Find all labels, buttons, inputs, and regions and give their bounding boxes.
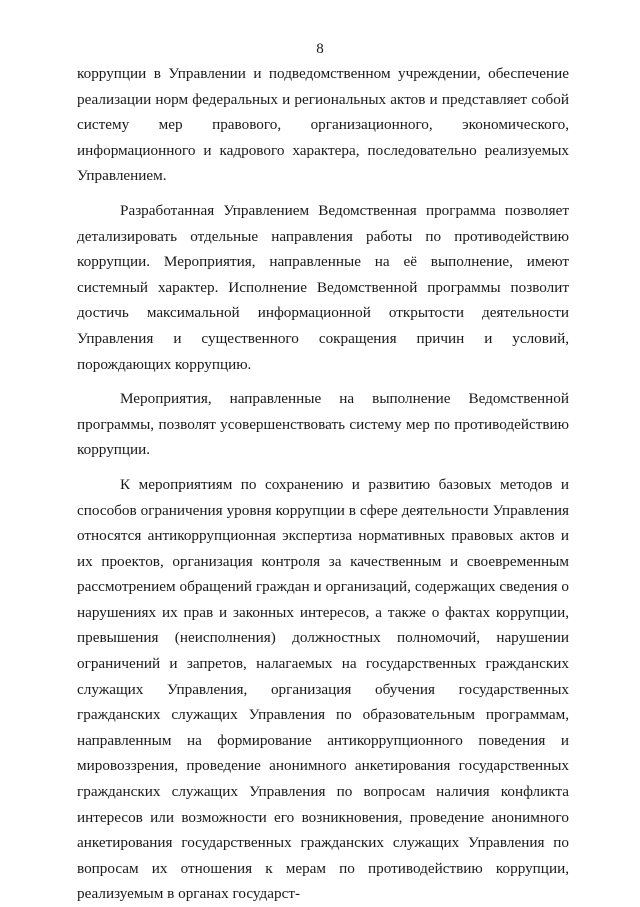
document-body — [77, 61, 569, 907]
paragraph-program-measures: Мероприятия, направленные на выполнение Ведомственной программы, позволят усовершенствовать систему мер по противодействию коррупции. — [77, 390, 569, 459]
paragraph-continuation: коррупции в Управлении и подведомственном учреждении, обеспечение реализации норм федеральных и региональных актов и представляет собой систему мер правового, организационного, экономического, информационного и кадрового характера, последовательно реализуемых Управлением. — [77, 65, 569, 185]
page-number: 8 — [316, 41, 324, 57]
paragraph-basic-methods: К мероприятиям по сохранению и развитию базовых методов и способов ограничения уровня коррупции в сфере деятельности Управления относятся антикоррупционная экспертиза нормативных правовых актов и их проектов, организация контроля за качественным и своевременным рассмотрением обращений граждан и организаций, содержащих сведения о нарушениях их прав и законных интересов, а также о фактах коррупции, превышения (неисполнения) должностных полномочий, нарушении ограничений и запретов, налагаемых на государственных гражданских служащих Управления, организация обучения государственных гражданских служащих Управления по образовательным программам, направленным на формирование антикоррупционного поведения и мировоззрения, проведение анонимного анкетирования государственных гражданских служащих Управления по вопросам наличия конфликта интересов или возможности его возникновения, проведение анонимного анкетирования государственных гражданских служащих Управления по вопросам их отношения к мерам по противодействию коррупции, реализуемым в органах государст- — [77, 475, 569, 903]
paragraph-program-details: Разработанная Управлением Ведомственная программа позволяет детализировать отдельные направления работы по противодействию коррупции. Мероприятия, направленные на её выполнение, имеют системный характер. Исполнение Ведомственной программы позволит достичь максимальной информационной открытости деятельности Управления и существенного сокращения причин и условий, порождающих коррупцию. — [77, 201, 569, 373]
